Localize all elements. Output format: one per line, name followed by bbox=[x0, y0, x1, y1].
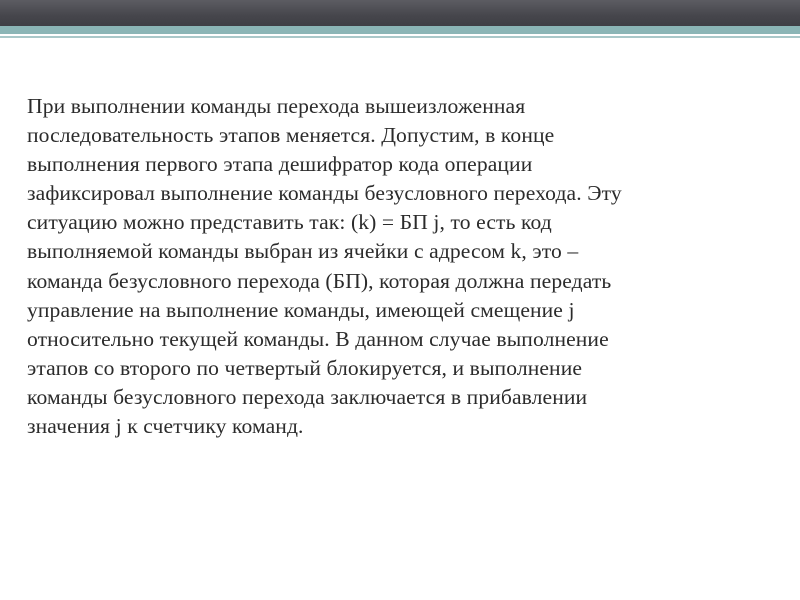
accent-stripe bbox=[0, 26, 800, 34]
text-line: значения j к счетчику команд. bbox=[27, 414, 304, 439]
slide-body-text bbox=[27, 92, 772, 441]
text-line: команда безусловного перехода (БП), которая должна передать bbox=[27, 268, 612, 293]
text-line: этапов со второго по четвертый блокируется, и выполнение bbox=[27, 355, 583, 380]
text-line: управление на выполнение команды, имеющей смещение j bbox=[27, 297, 575, 322]
text-line: ситуацию можно представить так: (k) = БП j, то есть код bbox=[27, 210, 552, 235]
text-line: выполнения первого этапа дешифратор кода операции bbox=[27, 152, 533, 177]
accent-line bbox=[0, 36, 800, 38]
text-line: При выполнении команды перехода вышеизложенная bbox=[27, 94, 526, 118]
text-line: выполняемой команды выбран из ячейки с адресом k, это – bbox=[27, 239, 579, 264]
header-band bbox=[0, 0, 800, 26]
text-line: команды безусловного перехода заключается в прибавлении bbox=[27, 384, 588, 409]
text-line: последовательность этапов меняется. Допустим, в конце bbox=[27, 123, 555, 148]
text-line: зафиксировал выполнение команды безусловного перехода. Эту bbox=[27, 181, 622, 206]
text-line: относительно текущей команды. В данном случае выполнение bbox=[27, 326, 609, 351]
